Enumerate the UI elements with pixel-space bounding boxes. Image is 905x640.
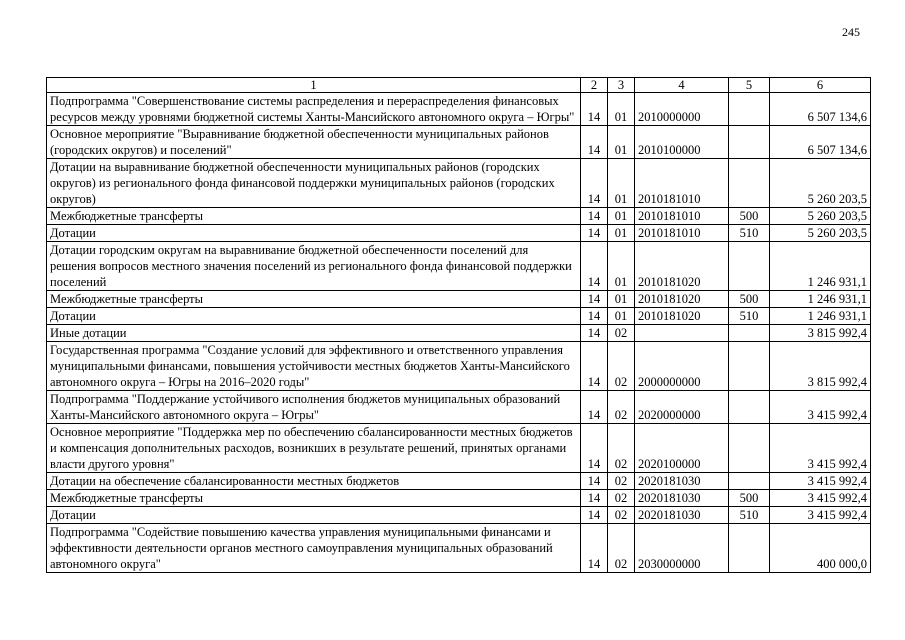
row-name: Подпрограмма "Совершенствование системы распределения и перераспределения финансовых ресурсов между уровнями бюджетной системы Ханты-Мансийского автономного округа – Югры" — [47, 93, 581, 126]
row-target-article: 2010181020 — [635, 242, 729, 291]
row-section: 14 — [581, 342, 608, 391]
row-target-article: 2000000000 — [635, 342, 729, 391]
row-subsection: 01 — [608, 242, 635, 291]
row-name: Государственная программа "Создание условий для эффективного и ответственного управления муниципальными финансами, повышения устойчивости местных бюджетов Ханты-Мансийского автономного округа – Югры на 2016–2020 годы" — [47, 342, 581, 391]
header-cell: 6 — [770, 78, 871, 93]
row-name: Дотации на выравнивание бюджетной обеспеченности муниципальных районов (городских округов) из регионального фонда финансовой поддержки муниципальных районов (городских округов) — [47, 159, 581, 208]
row-expense-type — [729, 391, 770, 424]
row-expense-type — [729, 93, 770, 126]
row-target-article: 2010181010 — [635, 159, 729, 208]
row-expense-type — [729, 473, 770, 490]
row-expense-type — [729, 424, 770, 473]
row-subsection: 02 — [608, 524, 635, 573]
row-expense-type — [729, 126, 770, 159]
row-amount: 3 815 992,4 — [770, 325, 871, 342]
row-expense-type: 500 — [729, 208, 770, 225]
row-section: 14 — [581, 308, 608, 325]
row-expense-type: 510 — [729, 308, 770, 325]
table-row — [47, 291, 871, 308]
row-amount: 1 246 931,1 — [770, 291, 871, 308]
row-section: 14 — [581, 524, 608, 573]
table-row — [47, 159, 871, 208]
row-target-article: 2020181030 — [635, 507, 729, 524]
table-row — [47, 473, 871, 490]
row-subsection: 02 — [608, 325, 635, 342]
row-target-article: 2030000000 — [635, 524, 729, 573]
page-number: 245 — [842, 25, 860, 39]
row-target-article: 2020181030 — [635, 490, 729, 507]
row-expense-type — [729, 242, 770, 291]
table-row — [47, 424, 871, 473]
row-section: 14 — [581, 126, 608, 159]
table-row — [47, 524, 871, 573]
row-section: 14 — [581, 93, 608, 126]
row-section: 14 — [581, 225, 608, 242]
header-cell: 3 — [608, 78, 635, 93]
table-row — [47, 242, 871, 291]
row-section: 14 — [581, 490, 608, 507]
row-name: Межбюджетные трансферты — [47, 291, 581, 308]
row-target-article: 2010100000 — [635, 126, 729, 159]
row-expense-type — [729, 524, 770, 573]
row-section: 14 — [581, 507, 608, 524]
row-name: Дотации — [47, 225, 581, 242]
row-amount: 3 415 992,4 — [770, 490, 871, 507]
row-subsection: 01 — [608, 308, 635, 325]
row-target-article: 2020100000 — [635, 424, 729, 473]
table-row — [47, 126, 871, 159]
row-target-article — [635, 325, 729, 342]
row-expense-type — [729, 342, 770, 391]
row-amount: 6 507 134,6 — [770, 93, 871, 126]
table-row — [47, 342, 871, 391]
row-name: Подпрограмма "Содействие повышению качества управления муниципальными финансами и эффективности деятельности органов местного самоуправления муниципальных образований автономного округа" — [47, 524, 581, 573]
row-name: Основное мероприятие "Поддержка мер по обеспечению сбалансированности местных бюджетов и компенсация дополнительных расходов, возникших в результате решений, принятых органами власти другого уровня" — [47, 424, 581, 473]
row-amount: 5 260 203,5 — [770, 208, 871, 225]
row-section: 14 — [581, 473, 608, 490]
row-subsection: 01 — [608, 159, 635, 208]
row-section: 14 — [581, 325, 608, 342]
row-section: 14 — [581, 159, 608, 208]
row-expense-type: 510 — [729, 225, 770, 242]
row-subsection: 02 — [608, 473, 635, 490]
row-name: Подпрограмма "Поддержание устойчивого исполнения бюджетов муниципальных образований Ханты-Мансийского автономного округа – Югры" — [47, 391, 581, 424]
row-subsection: 02 — [608, 490, 635, 507]
row-amount: 6 507 134,6 — [770, 126, 871, 159]
header-cell: 2 — [581, 78, 608, 93]
row-name: Межбюджетные трансферты — [47, 490, 581, 507]
row-name: Основное мероприятие "Выравнивание бюджетной обеспеченности муниципальных районов (городских округов) и поселений" — [47, 126, 581, 159]
table-row — [47, 325, 871, 342]
row-amount: 3 415 992,4 — [770, 473, 871, 490]
row-section: 14 — [581, 242, 608, 291]
table-row — [47, 391, 871, 424]
row-amount: 400 000,0 — [770, 524, 871, 573]
row-section: 14 — [581, 424, 608, 473]
row-target-article: 2020181030 — [635, 473, 729, 490]
row-amount: 1 246 931,1 — [770, 308, 871, 325]
row-section: 14 — [581, 391, 608, 424]
row-subsection: 01 — [608, 208, 635, 225]
row-expense-type: 510 — [729, 507, 770, 524]
table-row — [47, 93, 871, 126]
row-target-article: 2010181010 — [635, 208, 729, 225]
table-body — [47, 93, 871, 573]
row-subsection: 01 — [608, 126, 635, 159]
row-subsection: 02 — [608, 507, 635, 524]
header-cell: 4 — [635, 78, 729, 93]
row-target-article: 2010000000 — [635, 93, 729, 126]
row-amount: 5 260 203,5 — [770, 225, 871, 242]
row-name: Межбюджетные трансферты — [47, 208, 581, 225]
row-amount: 3 415 992,4 — [770, 391, 871, 424]
table-header-row — [47, 78, 871, 93]
row-name: Дотации — [47, 308, 581, 325]
row-name: Дотации на обеспечение сбалансированности местных бюджетов — [47, 473, 581, 490]
row-target-article: 2010181010 — [635, 225, 729, 242]
row-target-article: 2010181020 — [635, 308, 729, 325]
budget-table — [46, 77, 871, 573]
row-amount: 5 260 203,5 — [770, 159, 871, 208]
row-expense-type: 500 — [729, 291, 770, 308]
table-row — [47, 208, 871, 225]
table-row — [47, 507, 871, 524]
row-subsection: 02 — [608, 342, 635, 391]
row-amount: 1 246 931,1 — [770, 242, 871, 291]
table-row — [47, 490, 871, 507]
row-name: Дотации — [47, 507, 581, 524]
header-cell: 1 — [47, 78, 581, 93]
row-name: Иные дотации — [47, 325, 581, 342]
row-expense-type — [729, 325, 770, 342]
row-subsection: 02 — [608, 391, 635, 424]
row-amount: 3 415 992,4 — [770, 507, 871, 524]
row-subsection: 01 — [608, 225, 635, 242]
table-row — [47, 308, 871, 325]
row-target-article: 2020000000 — [635, 391, 729, 424]
row-amount: 3 815 992,4 — [770, 342, 871, 391]
row-subsection: 01 — [608, 93, 635, 126]
row-target-article: 2010181020 — [635, 291, 729, 308]
table-row — [47, 225, 871, 242]
row-subsection: 02 — [608, 424, 635, 473]
row-subsection: 01 — [608, 291, 635, 308]
row-section: 14 — [581, 208, 608, 225]
row-amount: 3 415 992,4 — [770, 424, 871, 473]
row-expense-type: 500 — [729, 490, 770, 507]
row-name: Дотации городским округам на выравнивание бюджетной обеспеченности поселений для решения вопросов местного значения поселений из регионального фонда финансовой поддержки поселений — [47, 242, 581, 291]
row-expense-type — [729, 159, 770, 208]
header-cell: 5 — [729, 78, 770, 93]
row-section: 14 — [581, 291, 608, 308]
